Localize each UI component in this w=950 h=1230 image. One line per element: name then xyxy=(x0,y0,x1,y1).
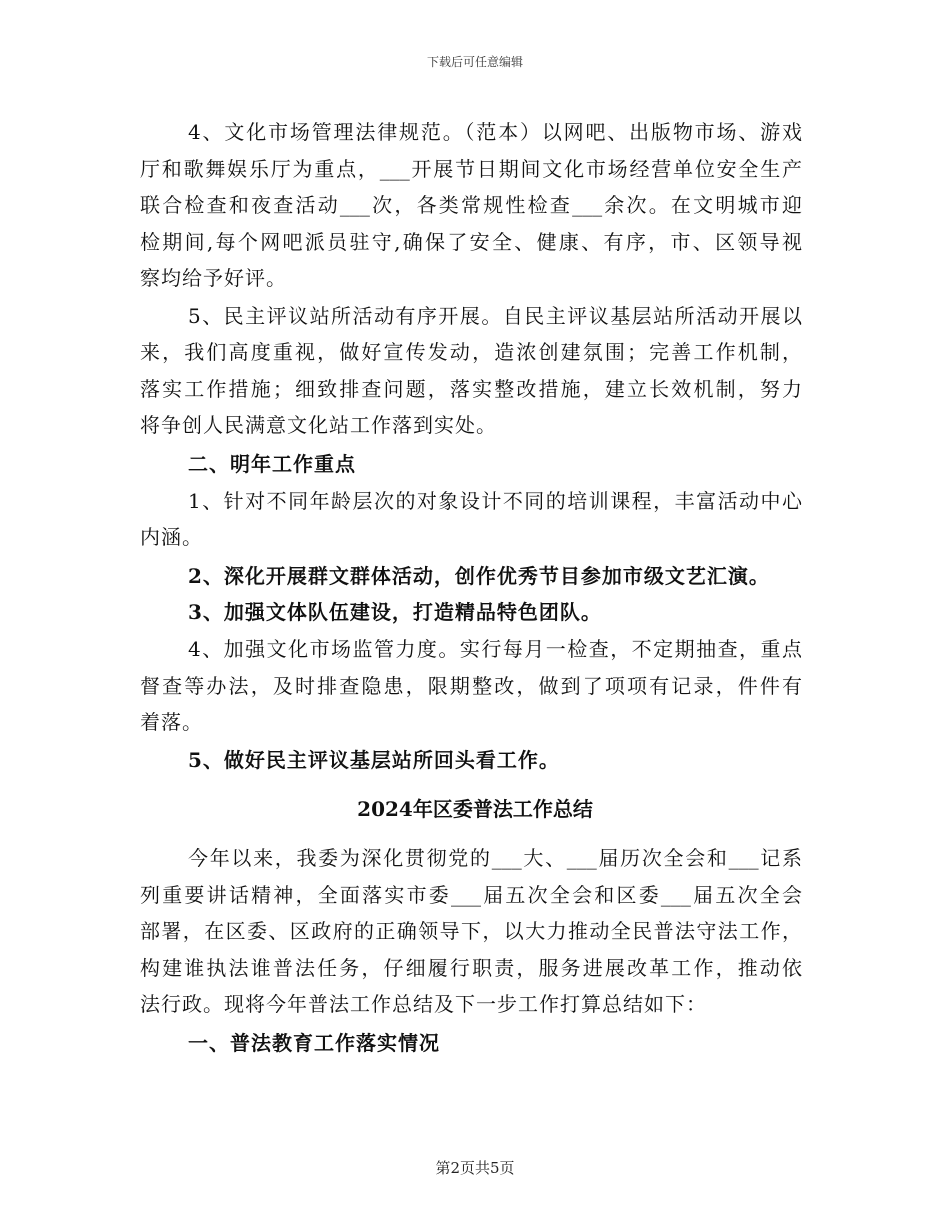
paragraph-line: 部署，在区委、区政府的正确领导下，以大力推动全民普法守法工作， xyxy=(140,919,802,943)
paragraph-line: 内涵。 xyxy=(140,525,203,549)
paragraph-line: 督查等办法，及时排查隐患，限期整改，做到了项项有记录，件件有 xyxy=(140,674,802,698)
bold-item: 2、深化开展群文群体活动，创作优秀节目参加市级文艺汇演。 xyxy=(188,564,770,588)
paragraph-line: 构建谁执法谁普法任务，仔细履行职责，服务进展改革工作，推动依 xyxy=(140,956,802,980)
bold-item: 5、做好民主评议基层站所回头看工作。 xyxy=(188,748,560,772)
document-title: 2024年区委普法工作总结 xyxy=(357,797,593,821)
paragraph-line: 将争创人民满意文化站工作落到实处。 xyxy=(140,413,497,437)
paragraph-line: 落实工作措施；细致排查问题，落实整改措施，建立长效机制，努力 xyxy=(140,377,802,401)
section-heading: 二、明年工作重点 xyxy=(188,452,356,476)
paragraph-line: 联合检查和夜查活动___次，各类常规性检查___余次。在文明城市迎 xyxy=(140,193,802,217)
paragraph-line: 法行政。现将今年普法工作总结及下一步工作打算总结如下： xyxy=(140,992,707,1016)
bold-item: 3、加强文体队伍建设，打造精品特色团队。 xyxy=(188,600,602,624)
paragraph-line: 察均给予好评。 xyxy=(140,266,287,290)
paragraph-line: 1、针对不同年龄层次的对象设计不同的培训课程，丰富活动中心 xyxy=(188,489,802,513)
paragraph-line: 今年以来，我委为深化贯彻党的___大、___届历次全会和___记系 xyxy=(188,846,802,870)
paragraph-line: 着落。 xyxy=(140,710,203,734)
paragraph-line: 检期间,每个网吧派员驻守,确保了安全、健康、有序，市、区领导视 xyxy=(140,230,802,254)
paragraph-line: 5、民主评议站所活动有序开展。自民主评议基层站所活动开展以 xyxy=(188,304,802,328)
page-header: 下载后可任意编辑 xyxy=(426,55,523,69)
page-footer: 第2页共5页 xyxy=(435,1159,515,1177)
paragraph-line: 列重要讲话精神，全面落实市委___届五次全会和区委___届五次全会 xyxy=(140,883,802,907)
section-heading: 一、普法教育工作落实情况 xyxy=(188,1031,440,1055)
paragraph-line: 来，我们高度重视，做好宣传发动，造浓创建氛围；完善工作机制， xyxy=(140,340,802,364)
paragraph-line: 4、加强文化市场监管力度。实行每月一检查，不定期抽查，重点 xyxy=(188,637,802,661)
paragraph-line: 厅和歌舞娱乐厅为重点，___开展节日期间文化市场经营单位安全生产 xyxy=(140,157,802,181)
paragraph-line: 4、文化市场管理法律规范。（范本）以网吧、出版物市场、游戏 xyxy=(188,120,802,144)
